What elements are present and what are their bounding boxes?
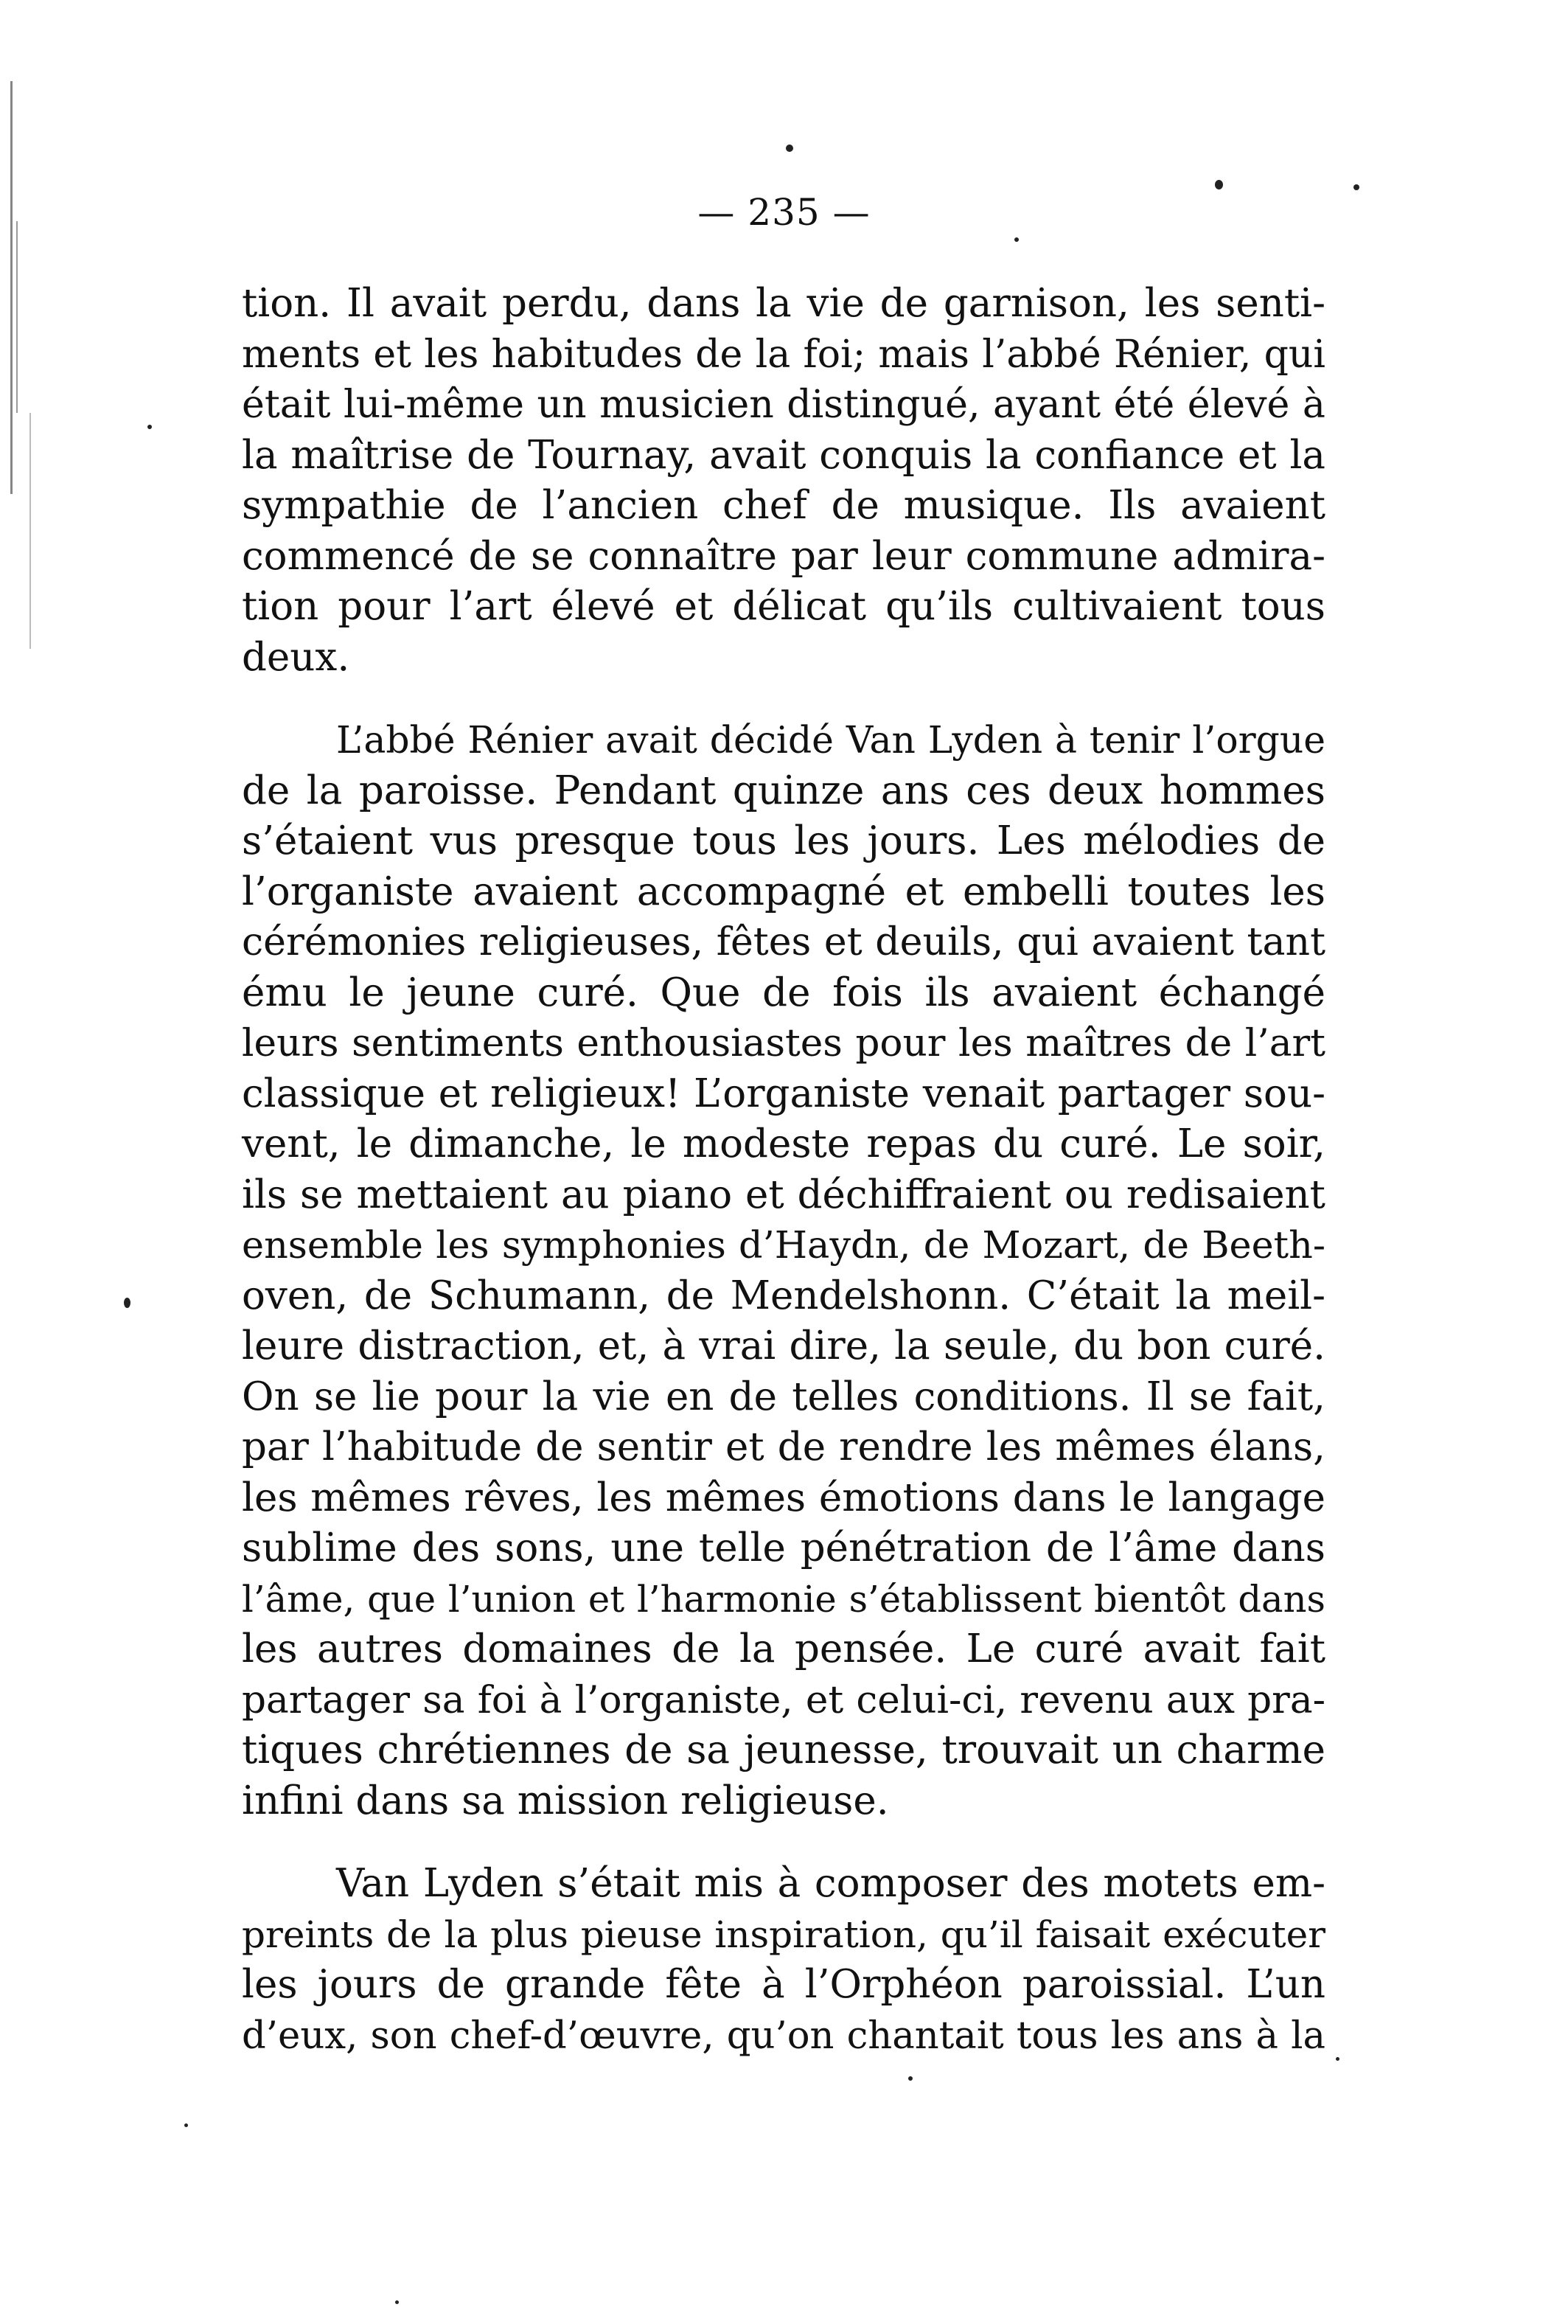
text-line: les autres domaines de la pensée. Le curé avait fait: [242, 1627, 1325, 1671]
text-line: tion pour l’art élevé et délicat qu’ils cultivaient tous: [242, 584, 1325, 629]
text-line: sympathie de l’ancien chef de musique. Ils avaient: [242, 483, 1325, 528]
scan-speck: [147, 425, 152, 429]
body-text: [242, 279, 1325, 2061]
text-line: deux.: [242, 634, 350, 680]
text-line: tion. Il avait perdu, dans la vie de garnison, les senti-: [242, 281, 1325, 326]
text-line: Van Lyden s’était mis à composer des motets em-: [336, 1861, 1325, 1906]
paragraph-2: [242, 715, 1325, 1826]
text-line: vent, le dimanche, le modeste repas du curé. Le soir,: [242, 1121, 1325, 1166]
left-margin-mark: [16, 221, 18, 413]
text-line: oven, de Schumann, de Mendelshonn. C’était la meil-: [242, 1273, 1325, 1318]
text-line: les mêmes rêves, les mêmes émotions dans le langage: [242, 1475, 1325, 1520]
scan-speck: [395, 2300, 399, 2304]
text-line: s’étaient vus presque tous les jours. Les mélodies de: [242, 818, 1325, 863]
text-line: était lui-même un musicien distingué, ayant été élevé à: [242, 383, 1325, 427]
text-line: tiques chrétiennes de sa jeunesse, trouvait un charme: [242, 1728, 1325, 1772]
scan-speck: [908, 2076, 913, 2081]
text-line: leurs sentiments enthousiastes pour les maîtres de l’art: [242, 1021, 1325, 1065]
left-margin-mark: [29, 413, 31, 649]
text-line: la maîtrise de Tournay, avait conquis la confiance et la: [242, 432, 1325, 478]
text-line: l’organiste avaient accompagné et embelli toutes les: [242, 869, 1325, 914]
text-line: par l’habitude de sentir et de rendre les mêmes élans,: [242, 1424, 1325, 1469]
text-line: L’abbé Rénier avait décidé Van Lyden à tenir l’orgue: [336, 718, 1325, 762]
text-line: On se lie pour la vie en de telles conditions. Il se fait,: [242, 1374, 1325, 1419]
text-line: cérémonies religieuses, fêtes et deuils, qui avaient tant: [242, 920, 1325, 964]
scan-speck: [184, 2123, 188, 2127]
page-number: — 235 —: [697, 191, 871, 234]
text-line: leure distraction, et, à vrai dire, la seule, du bon curé.: [242, 1323, 1325, 1368]
paragraph-1: [242, 279, 1325, 683]
text-line: ils se mettaient au piano et déchiffraient ou redisaient: [242, 1172, 1325, 1217]
text-line: les jours de grande fête à l’Orphéon paroissial. L’un: [242, 1962, 1325, 2007]
paragraph-3: [242, 1859, 1325, 2061]
text-line: de la paroisse. Pendant quinze ans ces deux hommes: [242, 768, 1325, 813]
scan-speck: [786, 145, 793, 152]
scan-speck: [1336, 2057, 1339, 2061]
text-line: ému le jeune curé. Que de fois ils avaient échangé: [242, 970, 1325, 1015]
scan-speck: [124, 1298, 130, 1308]
text-line: sublime des sons, une telle pénétration de l’âme dans: [242, 1525, 1325, 1570]
text-line: partager sa foi à l’organiste, et celui-ci, revenu aux pra-: [242, 1677, 1325, 1722]
text-line: ments et les habitudes de la foi; mais l’abbé Rénier, qui: [242, 332, 1325, 377]
text-line: preints de la plus pieuse inspiration, qu’il faisait exécuter: [242, 1913, 1325, 1956]
text-line: infini dans sa mission religieuse.: [242, 1778, 889, 1823]
text-line: l’âme, que l’union et l’harmonie s’établissent bientôt dans: [242, 1577, 1325, 1621]
text-line: d’eux, son chef-d’œuvre, qu’on chantait tous les ans à la: [242, 2013, 1325, 2058]
left-margin-mark: [10, 81, 13, 494]
text-line: classique et religieux! L’organiste venait partager sou-: [242, 1071, 1325, 1116]
text-line: commencé de se connaître par leur commune admira-: [242, 533, 1325, 579]
text-line: ensemble les symphonies d’Haydn, de Mozart, de Beeth-: [242, 1223, 1325, 1267]
